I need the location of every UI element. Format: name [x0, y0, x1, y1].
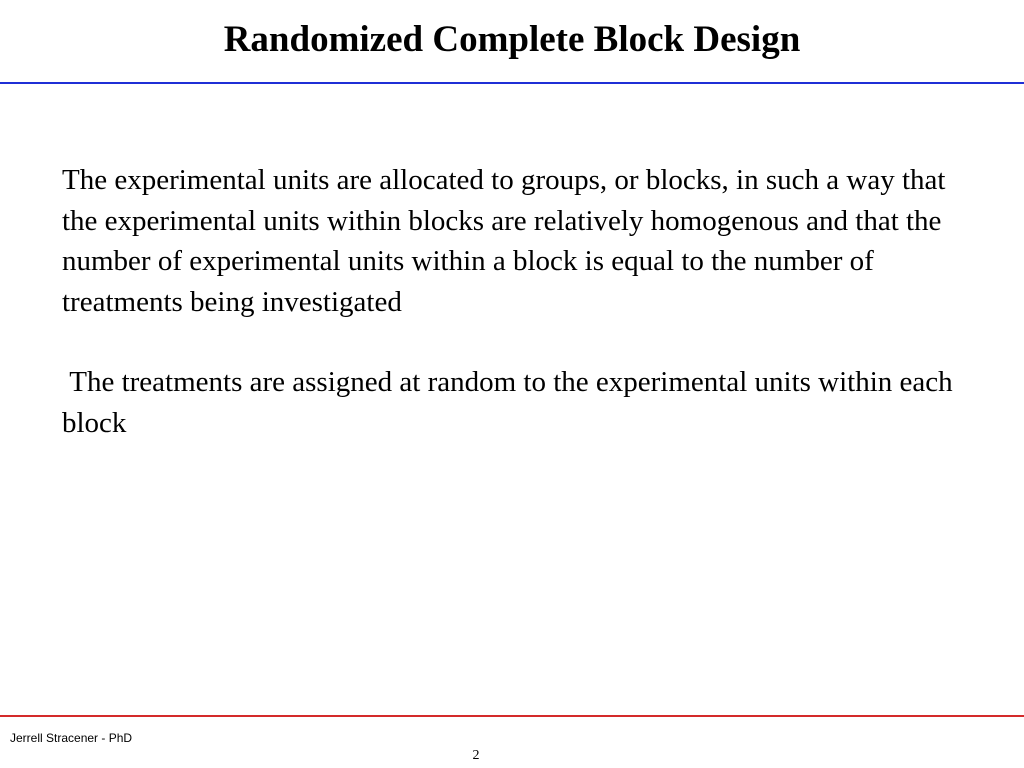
slide-title: Randomized Complete Block Design: [223, 19, 801, 60]
slide-body: [62, 160, 962, 443]
body-paragraph-1: The experimental units are allocated to groups, or blocks, in such a way that the experimental units within blocks are relatively homogenous and that the number of experimental units within a block is equal to the number of treatments being investigated: [62, 164, 953, 318]
title-divider: [0, 82, 1024, 84]
body-paragraph-2: The treatments are assigned at random to the experimental units within each block: [62, 366, 960, 439]
footer-author: Jerrell Stracener - PhD: [10, 731, 133, 745]
page-number: 2: [472, 748, 480, 763]
footer-divider: [0, 715, 1024, 717]
